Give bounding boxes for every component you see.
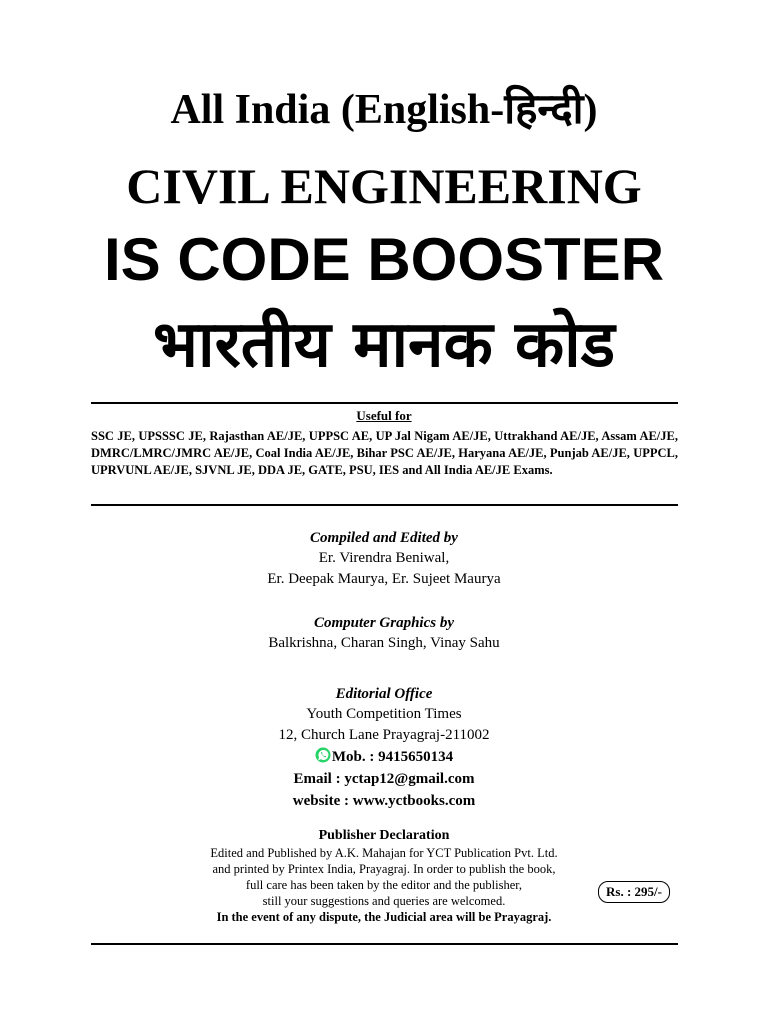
office-address: 12, Church Lane Prayagraj-211002 [278, 727, 490, 743]
useful-for-heading: Useful for [356, 408, 412, 423]
office-website[interactable]: website : www.yctbooks.com [292, 793, 476, 809]
office-name: Youth Competition Times [306, 706, 462, 722]
bottom-divider [91, 943, 678, 945]
compiled-names-line1: Er. Virendra Beniwal, [318, 550, 450, 566]
publisher-declaration [0, 827, 768, 925]
middle-divider [91, 504, 678, 506]
compiled-heading: Compiled and Edited by [310, 530, 458, 546]
cover-title-line1: All India (English-हिन्दी) [170, 87, 598, 133]
cover-title-line3: IS CODE BOOSTER [103, 226, 665, 293]
publisher-line4: still your suggestions and queries are welcomed. [262, 894, 506, 908]
office-email[interactable]: Email : yctap12@gmail.com [293, 771, 475, 787]
publisher-line3: full care has been taken by the editor and the publisher, [245, 878, 523, 892]
graphics-section [0, 613, 768, 654]
office-mobile: Mob. : 9415650134 [331, 749, 454, 765]
price-badge: Rs. : 295/- [598, 881, 670, 903]
useful-for-exams: SSC JE, UPSSSC JE, Rajasthan AE/JE, UPPSC AE, UP Jal Nigam AE/JE, Uttrakhand AE/JE, Assam AE/JE, DMRC/LMRC/JMRC AE/JE, Coal India AE/JE, Bihar PSC AE/JE, Haryana AE/JE, Punjab AE/JE, UPPCL, UPRVUNL AE/JE, SJVNL JE, DDA JE, GATE, PSU, IES and All India AE/JE Exams. [91, 429, 678, 477]
compiled-section [0, 528, 768, 590]
graphics-heading: Computer Graphics by [313, 615, 454, 631]
publisher-heading: Publisher Declaration [318, 828, 450, 843]
compiled-names-line2: Er. Deepak Maurya, Er. Sujeet Maurya [267, 571, 501, 587]
office-mobile-row [0, 746, 768, 768]
publisher-line2: and printed by Printex India, Prayagraj. In order to publish the book, [212, 862, 556, 876]
cover-title-hindi: भारतीय मानक कोड [153, 308, 615, 382]
editorial-office-section [0, 684, 768, 812]
publisher-line1: Edited and Published by A.K. Mahajan for YCT Publication Pvt. Ltd. [210, 846, 558, 860]
top-divider [91, 402, 678, 404]
graphics-names: Balkrishna, Charan Singh, Vinay Sahu [268, 635, 500, 651]
publisher-line5: In the event of any dispute, the Judicial area will be Prayagraj. [216, 910, 552, 924]
cover-title-line2: CIVIL ENGINEERING [126, 158, 642, 214]
whatsapp-icon [315, 747, 331, 763]
office-heading: Editorial Office [335, 686, 433, 702]
